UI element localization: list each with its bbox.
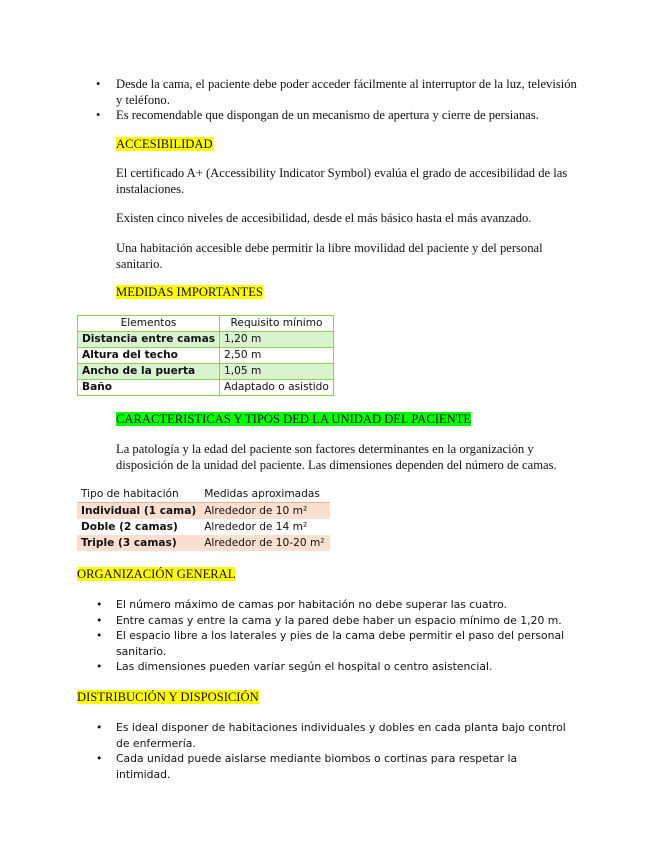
- table-cell: Doble (2 camas): [81, 521, 178, 533]
- table-cell: Ancho de la puerta: [78, 364, 220, 380]
- table-cell: 1,20 m: [220, 332, 334, 348]
- table-row: [78, 364, 334, 380]
- table-cell: Triple (3 camas): [77, 535, 200, 551]
- table-header-row: [78, 316, 334, 332]
- table-cell: 1,05 m: [220, 364, 334, 380]
- table-header: Tipo de habitación: [77, 486, 200, 503]
- list-item: • Es ideal disponer de habitaciones individuales y dobles en cada planta bajo control de enfermería.: [96, 721, 566, 750]
- bullet-icon: •: [96, 660, 103, 673]
- list-item: • Entre camas y entre la cama y la pared debe haber un espacio mínimo de 1,20 m.: [96, 613, 562, 627]
- distribucion-bullet-list: [96, 720, 566, 782]
- medidas-table: [77, 315, 334, 396]
- table-cell: Alrededor de 10-20 m²: [200, 535, 330, 551]
- list-item: • El espacio libre a los laterales y pies de la cama debe permitir el paso del personal sanitario.: [96, 629, 565, 658]
- table-cell: Alrededor de 10 m²: [200, 503, 330, 520]
- table-row: [77, 535, 330, 551]
- table-row: [77, 503, 330, 520]
- list-item: • Las dimensiones pueden variar según el hospital o centro asistencial.: [96, 660, 493, 673]
- table-cell: Adaptado o asistido: [220, 380, 334, 396]
- list-item: • Cada unidad puede aislarse mediante biombos o cortinas para respetar la intimidad.: [96, 752, 518, 781]
- accesibilidad-paragraph-2: Existen cinco niveles de accesibilidad, desde el más básico hasta el más avanzado.: [116, 211, 532, 225]
- table-row: [77, 519, 330, 535]
- caracteristicas-heading: CARACTERISTICAS Y TIPOS DED LA UNIDAD DEL PACIENTE: [116, 412, 472, 426]
- list-item: • El número máximo de camas por habitación no debe superar las cuatro.: [96, 598, 507, 611]
- organizacion-heading: ORGANIZACIÓN GENERAL: [77, 567, 236, 581]
- table-header: Elementos: [78, 316, 220, 332]
- bullet-icon: •: [96, 613, 103, 627]
- caracteristicas-paragraph: La patología y la edad del paciente son factores determinantes en la organización y disposición de la unidad del paciente. Las dimensiones dependen del número de camas.: [116, 442, 557, 472]
- intro-bullet-list: [96, 77, 586, 124]
- table-row: [78, 332, 334, 348]
- bullet-icon: •: [96, 752, 103, 765]
- bullet-icon: •: [96, 77, 101, 91]
- accesibilidad-heading: ACCESIBILIDAD: [116, 137, 213, 151]
- medidas-heading: MEDIDAS IMPORTANTES: [116, 285, 263, 299]
- table-header-row: [77, 486, 330, 503]
- accesibilidad-paragraph-3: Una habitación accesible debe permitir la libre movilidad del paciente y del personal sanitario.: [116, 241, 543, 271]
- bullet-icon: •: [96, 108, 101, 122]
- bullet-icon: •: [96, 598, 103, 611]
- table-cell: Distancia entre camas: [78, 332, 220, 348]
- accesibilidad-paragraph-1: El certificado A+ (Accessibility Indicator Symbol) evalúa el grado de accesibilidad de las instalaciones.: [116, 166, 568, 196]
- table-cell: 2,50 m: [220, 348, 334, 364]
- table-cell: Alrededor de 14 m²: [204, 521, 308, 533]
- organizacion-bullet-list: [96, 597, 566, 675]
- table-header: Requisito mínimo: [220, 316, 334, 332]
- table-cell: Individual (1 cama): [77, 503, 200, 520]
- list-item: • Es recomendable que dispongan de un mecanismo de apertura y cierre de persianas.: [96, 108, 539, 122]
- table-cell: Baño: [78, 380, 220, 396]
- table-row: [78, 380, 334, 396]
- bullet-icon: •: [96, 629, 103, 642]
- bullet-icon: •: [96, 721, 103, 734]
- habitaciones-table: [77, 486, 330, 551]
- distribucion-heading: DISTRIBUCIÓN Y DISPOSICIÓN: [77, 690, 259, 704]
- table-header: Medidas aproximadas: [200, 486, 330, 503]
- table-cell: Altura del techo: [78, 348, 220, 364]
- list-item: • Desde la cama, el paciente debe poder acceder fácilmente al interruptor de la luz, televisión y teléfono.: [96, 77, 577, 107]
- table-row: [78, 348, 334, 364]
